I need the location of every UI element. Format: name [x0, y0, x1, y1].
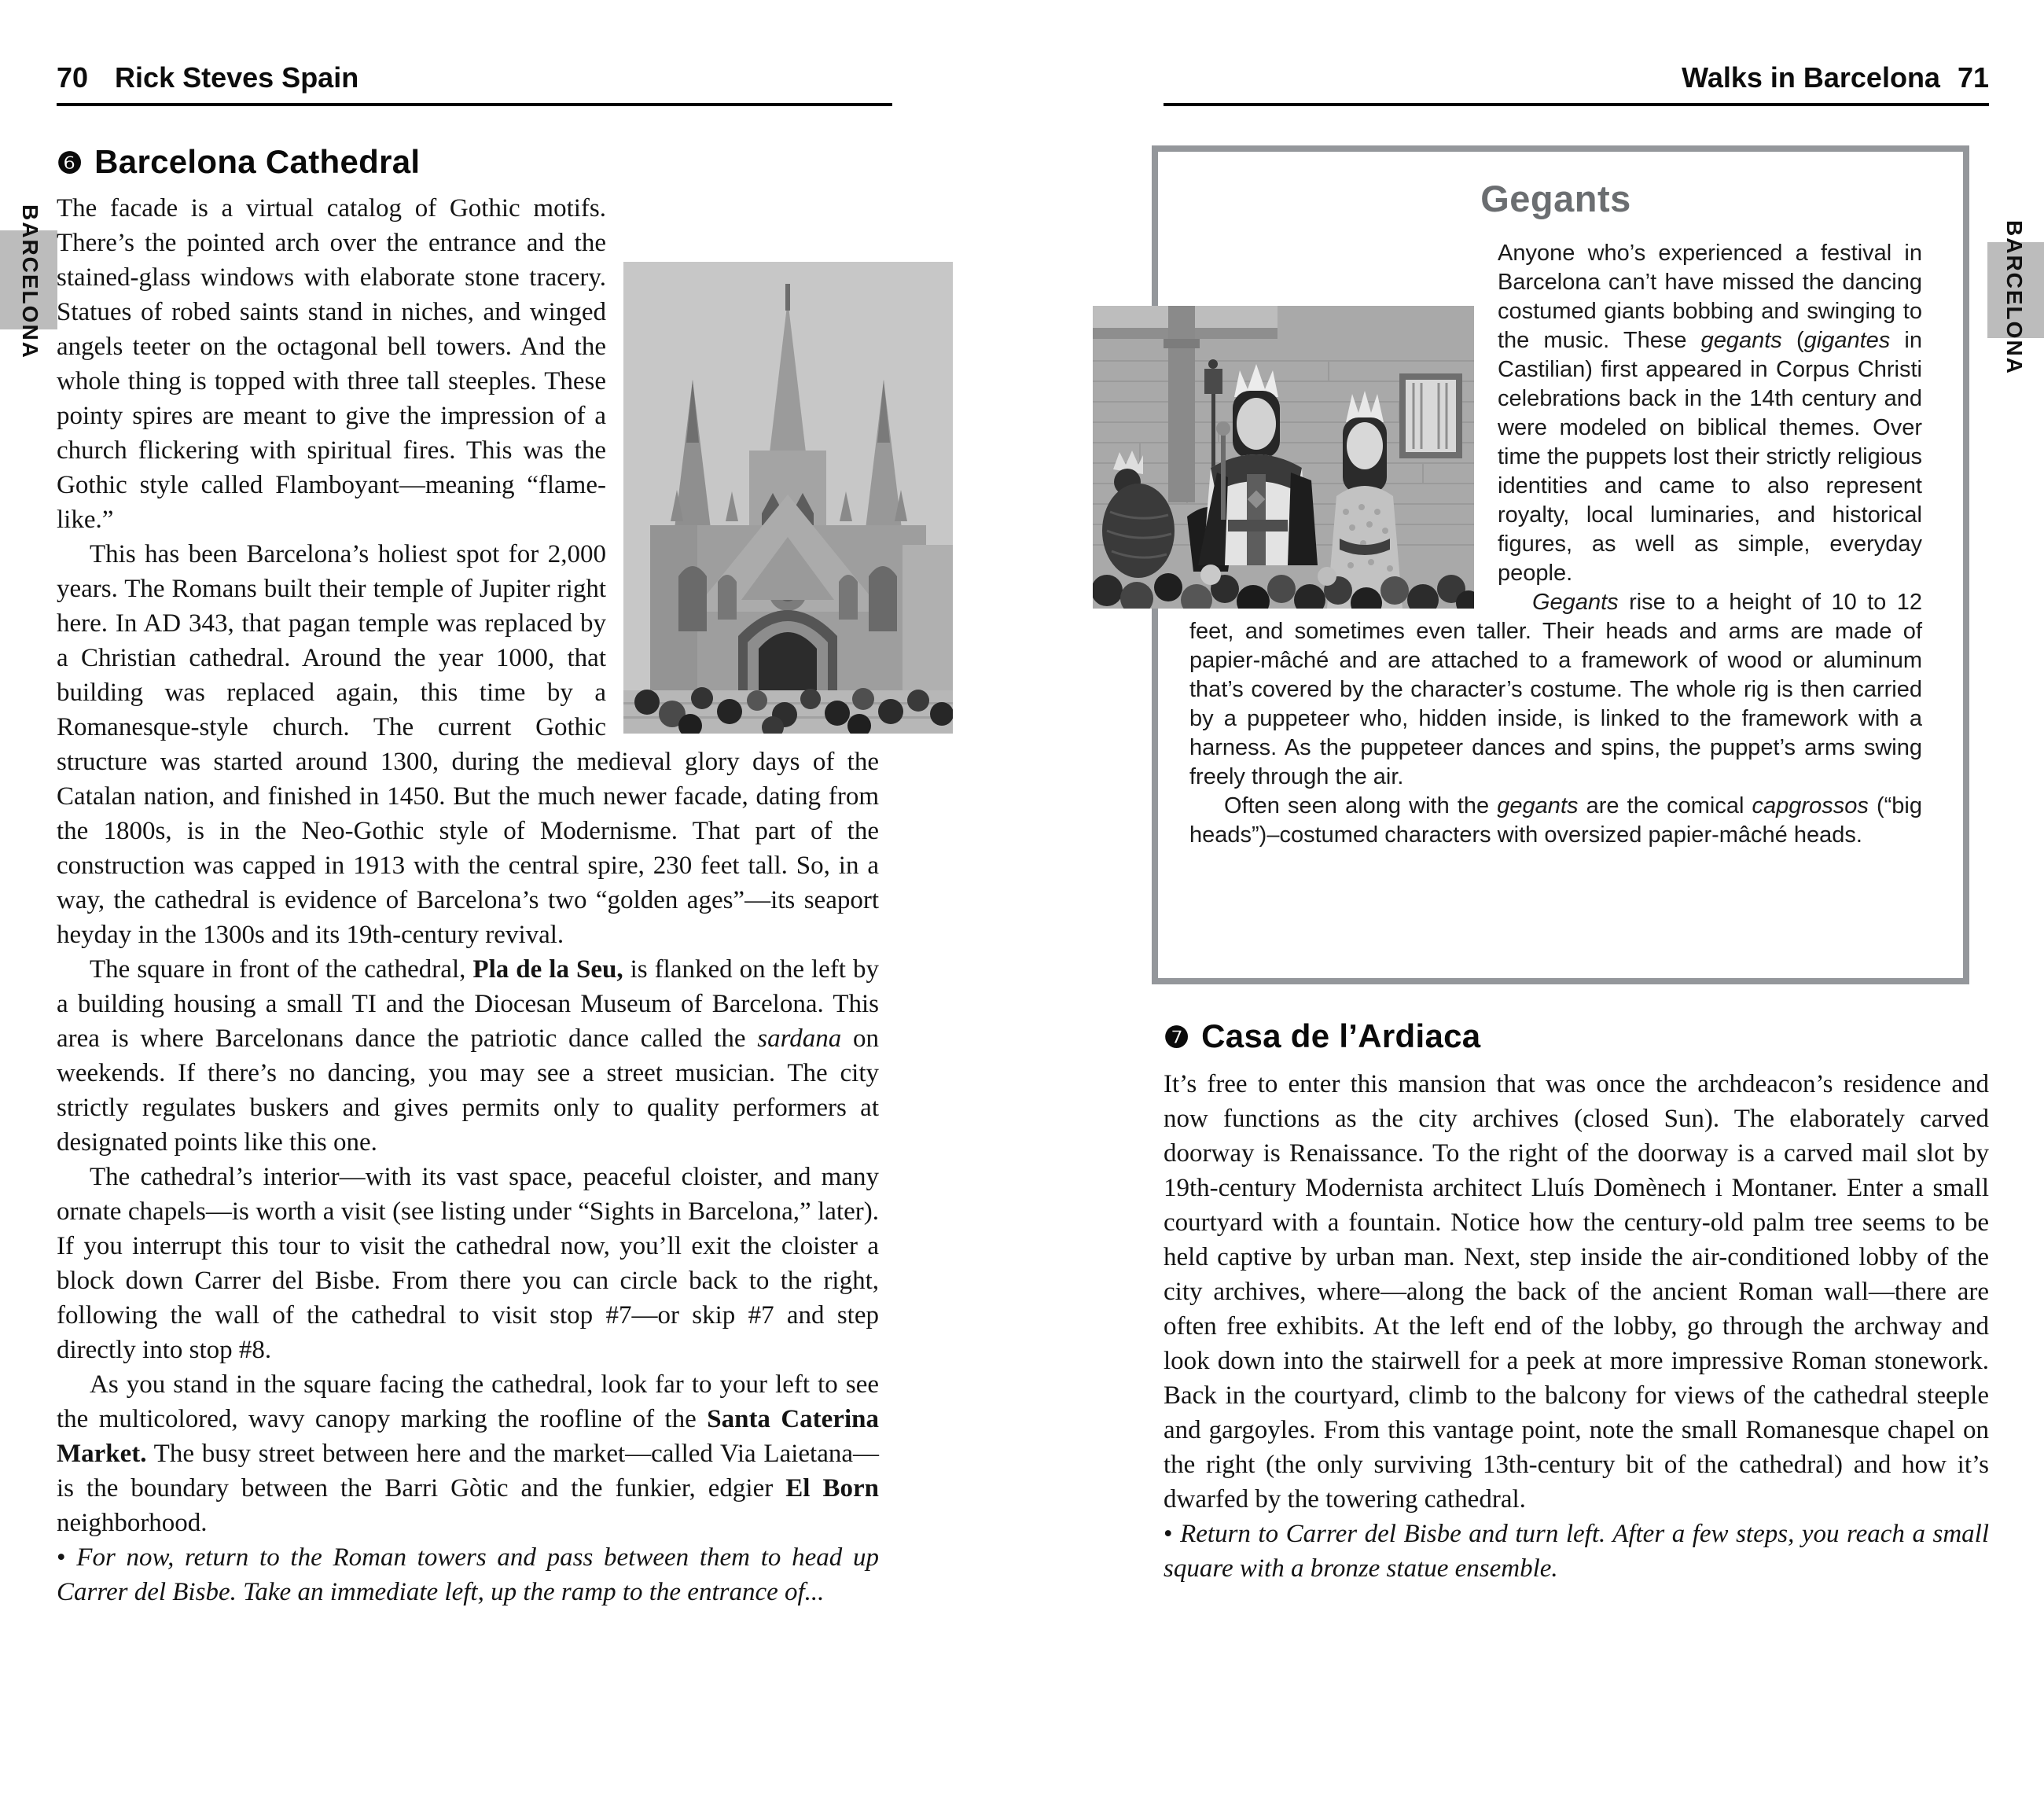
left-side-tab-barcelona: BARCELONA: [18, 204, 42, 359]
left-header-rule: [57, 103, 892, 106]
barcelona-cathedral-photo: [623, 262, 953, 734]
text-segment: Return to Carrer del Bisbe and turn left. After a few steps, you reach a small square with a bronze statue ensemble.: [1164, 1520, 1989, 1583]
text-segment: Santa Caterina Market.: [57, 1405, 879, 1468]
text-segment: •: [1164, 1520, 1181, 1548]
text-segment: Pla de la Seu,: [472, 955, 623, 984]
text-segment: are the comical: [1578, 793, 1752, 818]
text-segment: The busy street between here and the market—called Via Laietana—is the boundary between the Barri Gòtic and the funkier, edgier: [57, 1440, 879, 1503]
text-segment: on weekends. If there’s no dancing, you may see a street musician. The city strictly regulates buskers and gives permits only to quality performers at designated points like this one.: [57, 1024, 880, 1157]
text-segment: (“big heads”)–costumed characters with oversized papier-mâché heads.: [1189, 793, 1922, 848]
text-segment: sardana: [757, 1024, 842, 1053]
text-segment: This has been Barcelona’s holiest spot for 2,000 years. The Romans built their temple of Jupiter right here. In AD 343, that pagan temple was replaced by a Christian cathedral. Around the year 1000, that building was replaced again, this time by a Romanesque-style church. The current Gothic structure was started around 1300, during the medieval glory days of the Catalan nation, and finished in 1450. But the much newer facade, dating from the 1800s, is in the Neo-Gothic style of Modernisme. That part of the construction was capped in 1913 with the central spire, 230 feet tall. So, in a way, the cathedral is evidence of Barcelona’s two “golden ages”—its seaport heyday in the 1300s and its 19th-century revival.: [57, 540, 879, 949]
sidebar-box-body: [1189, 239, 1922, 850]
right-page-number: 71: [1957, 61, 1989, 94]
sidebar-box-title: Gegants: [1480, 178, 1631, 219]
right-header-title: Walks in Barcelona: [1682, 61, 1940, 94]
text-segment: Often seen along with the: [1224, 793, 1498, 818]
text-segment: gegants: [1497, 793, 1579, 818]
right-header-rule: [1164, 103, 1989, 106]
section-title: Barcelona Cathedral: [94, 143, 421, 180]
gegants-photo-graphic: [1093, 306, 1474, 609]
paragraph: [1189, 239, 1922, 588]
text-segment: For now, return to the Roman towers and pass between them to head up Carrer del Bisbe. Take an immediate left, up the ramp to the entrance of...: [57, 1543, 879, 1606]
section-title: Casa de l’Ardiaca: [1201, 1017, 1481, 1054]
text-segment: The square in front of the cathedral,: [90, 955, 473, 984]
text-segment: gegants: [1700, 328, 1782, 353]
section-heading-barcelona-cathedral: [57, 143, 420, 181]
walking-direction-note: [1164, 1517, 1989, 1586]
text-segment: The cathedral’s interior—with its vast space, peaceful cloister, and many ornate chapels—is worth a visit (see listing under “Sights in Barcelona,” later). If you interrupt this tour to visit the cathedral now, you’ll exit the cloister a block down Carrer del Bisbe. From there you can circle back to the right, following the wall of the cathedral to visit stop #7—or skip #7 and step directly into stop #8.: [57, 1163, 879, 1364]
text-segment: Gegants: [1532, 590, 1619, 615]
text-segment: in Castilian) first appeared in Corpus Christi celebrations back in the 14th century and were modeled on biblical themes. Over time the puppets lost their strictly religious identities and came to also represent royalty, local luminaries, and historical figures, as well as simple, everyday people.: [1498, 328, 1922, 586]
left-page-number: 70: [57, 61, 89, 94]
numbered-stop-icon: ❻: [57, 146, 83, 179]
text-segment: gigantes: [1803, 328, 1891, 353]
text-segment: El Born: [785, 1474, 879, 1503]
paragraph: [57, 1160, 879, 1367]
text-segment: As you stand in the square facing the cathedral, look far to your left to see the multicolored, wavy canopy marking the roofline of the: [57, 1370, 879, 1433]
section-heading-casa-de-l-ardiaca: [1164, 1017, 1480, 1055]
text-segment: The facade is a virtual catalog of Gothic motifs. There’s the pointed arch over the entrance and the stained-glass windows with elaborate stone tracery. Statues of robed saints stand in niches, and winged angels teeter on the octagonal bell towers. And the whole thing is topped with three tall steeples. These pointy spires are meant to give the impression of a church flickering with spiritual fires. This was the Gothic style called Flamboyant—meaning “flame-like.”: [57, 194, 606, 534]
paragraph: [1164, 1067, 1989, 1517]
text-segment: is flanked on the left by a building housing a small TI and the Diocesan Museum of Barcelona. This area is where Barcelonans dance the patriotic dance called the: [57, 955, 879, 1053]
cathedral-photo-graphic: [623, 262, 953, 734]
right-side-tab-barcelona: BARCELONA: [2002, 220, 2027, 375]
numbered-stop-icon: ❼: [1164, 1021, 1190, 1054]
paragraph: [57, 1367, 879, 1540]
left-page-body: [57, 191, 879, 1609]
left-header-title: Rick Steves Spain: [115, 61, 359, 94]
paragraph: [57, 191, 879, 537]
paragraph: [1189, 588, 1922, 792]
left-page-header: [57, 61, 358, 94]
right-page-body: [1164, 1067, 1989, 1586]
paragraph: [57, 952, 879, 1160]
text-segment: •: [57, 1543, 77, 1572]
right-page-header: [1164, 61, 1989, 94]
text-segment: Anyone who’s experienced a festival in Barcelona can’t have missed the dancing costumed giants bobbing and swinging to the music. These: [1498, 241, 1922, 353]
text-segment: (: [1781, 328, 1804, 353]
walking-direction-note: [57, 1540, 879, 1609]
text-segment: rise to a height of 10 to 12 feet, and sometimes even taller. Their heads and arms are made of papier-mâché and are attached to a framework of wood or aluminum that’s covered by the character’s costume. The whole rig is then carried by a puppeteer who, hidden inside, is linked to the framework with a harness. As the puppeteer dances and spins, the puppet’s arms swing freely through the air.: [1189, 590, 1922, 789]
text-segment: neighborhood.: [57, 1509, 208, 1537]
text-segment: capgrossos: [1752, 793, 1869, 818]
gegants-sidebar-box: [1152, 145, 1969, 984]
gegants-puppets-photo: [1093, 306, 1474, 609]
text-segment: It’s free to enter this mansion that was once the archdeacon’s residence and now functions as the city archives (closed Sun). The elaborately carved doorway is Renaissance. To the right of the doorway is a carved mail slot by 19th-century Modernista architect Lluís Domènech i Montaner. Enter a small courtyard with a fountain. Notice how the century-old palm tree seems to be held captive by urban man. Next, step inside the air-conditioned lobby of the city archives, where—along the back of the ancient Roman wall—there are often free exhibits. At the left end of the lobby, go through the archway and look down into the stairwell for a peek at more impressive Roman stonework. Back in the courtyard, climb to the balcony for views of the cathedral steeple and gargoyles. From this vantage point, note the small Romanesque chapel on the right (the only surviving 13th-century bit of the cathedral) and how it’s dwarfed by the towering cathedral.: [1164, 1070, 1989, 1514]
paragraph: [1189, 792, 1922, 850]
